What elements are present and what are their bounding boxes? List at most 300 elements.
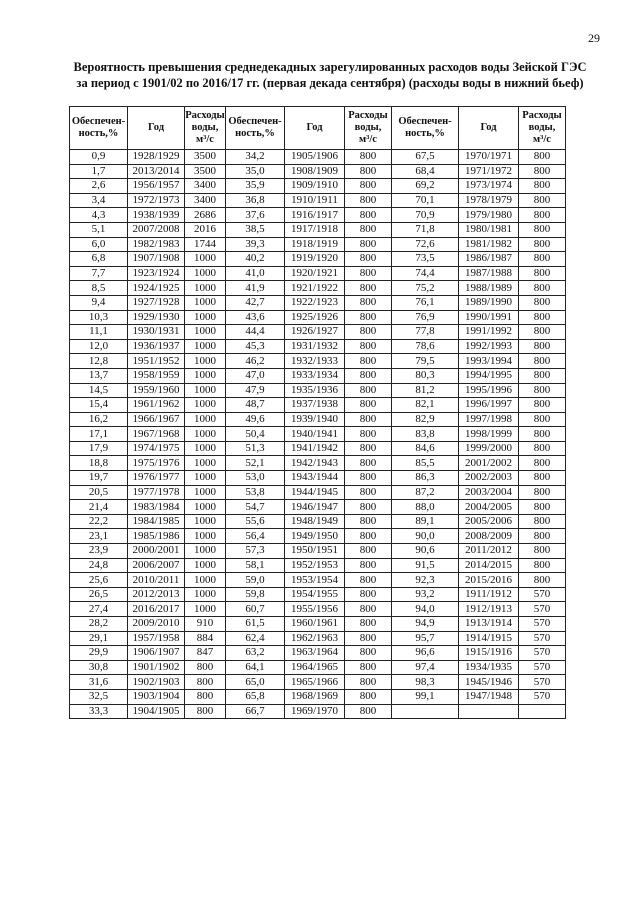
- probability-cell: 57,3: [226, 544, 285, 559]
- table-row: [70, 208, 566, 223]
- discharge-cell: 570: [519, 587, 566, 602]
- probability-cell: 85,5: [392, 456, 459, 471]
- year-cell: 1993/1994: [459, 354, 519, 369]
- probability-cell: 15,4: [70, 398, 128, 413]
- probability-cell: 63,2: [226, 646, 285, 661]
- year-cell: 2005/2006: [459, 514, 519, 529]
- year-cell: 1933/1934: [285, 368, 345, 383]
- discharge-cell: 1000: [185, 485, 226, 500]
- discharge-cell: 1000: [185, 325, 226, 340]
- year-cell: 1983/1984: [128, 500, 185, 515]
- probability-cell: 49,6: [226, 412, 285, 427]
- table-row: [70, 646, 566, 661]
- probability-cell: 90,0: [392, 529, 459, 544]
- discharge-cell: 800: [345, 310, 392, 325]
- probability-cell: 0,9: [70, 150, 128, 165]
- discharge-cell: 800: [345, 660, 392, 675]
- year-cell: 1950/1951: [285, 544, 345, 559]
- discharge-probability-table: [69, 106, 566, 719]
- probability-cell: 34,2: [226, 150, 285, 165]
- table-row: [70, 471, 566, 486]
- probability-cell: 39,3: [226, 237, 285, 252]
- discharge-cell: 800: [519, 354, 566, 369]
- probability-cell: 35,0: [226, 164, 285, 179]
- table-row: [70, 631, 566, 646]
- year-cell: 1927/1928: [128, 295, 185, 310]
- year-cell: 1954/1955: [285, 587, 345, 602]
- table-body: [70, 150, 566, 719]
- discharge-cell: 800: [345, 295, 392, 310]
- probability-cell: 59,0: [226, 573, 285, 588]
- probability-cell: 51,3: [226, 441, 285, 456]
- year-cell: 1946/1947: [285, 500, 345, 515]
- discharge-cell: 800: [519, 456, 566, 471]
- probability-cell: 9,4: [70, 295, 128, 310]
- discharge-cell: 800: [345, 252, 392, 267]
- year-cell: 2010/2011: [128, 573, 185, 588]
- probability-cell: 12,8: [70, 354, 128, 369]
- discharge-cell: 884: [185, 631, 226, 646]
- year-cell: 1908/1909: [285, 164, 345, 179]
- discharge-cell: 800: [345, 646, 392, 661]
- probability-cell: 41,9: [226, 281, 285, 296]
- discharge-cell: 800: [345, 412, 392, 427]
- year-cell: 1996/1997: [459, 398, 519, 413]
- probability-cell: 44,4: [226, 325, 285, 340]
- table-row: [70, 398, 566, 413]
- probability-cell: 29,1: [70, 631, 128, 646]
- table-row: [70, 252, 566, 267]
- probability-cell: 10,3: [70, 310, 128, 325]
- probability-cell: 89,1: [392, 514, 459, 529]
- discharge-cell: 800: [185, 689, 226, 704]
- year-cell: 1989/1990: [459, 295, 519, 310]
- probability-cell: 92,3: [392, 573, 459, 588]
- year-cell: 1937/1938: [285, 398, 345, 413]
- discharge-cell: 910: [185, 617, 226, 632]
- discharge-cell: 570: [519, 660, 566, 675]
- table-row: [70, 602, 566, 617]
- discharge-cell: 1000: [185, 412, 226, 427]
- discharge-cell: 1000: [185, 427, 226, 442]
- discharge-cell: 800: [345, 544, 392, 559]
- year-cell: 1941/1942: [285, 441, 345, 456]
- year-cell: 1988/1989: [459, 281, 519, 296]
- discharge-cell: 800: [519, 266, 566, 281]
- discharge-cell: 1000: [185, 310, 226, 325]
- table-row: [70, 660, 566, 675]
- discharge-cell: 1744: [185, 237, 226, 252]
- discharge-cell: 800: [345, 631, 392, 646]
- probability-cell: 71,8: [392, 222, 459, 237]
- discharge-cell: 2016: [185, 222, 226, 237]
- discharge-cell: 800: [345, 193, 392, 208]
- discharge-cell: 800: [185, 675, 226, 690]
- year-cell: 1926/1927: [285, 325, 345, 340]
- year-cell: 1971/1972: [459, 164, 519, 179]
- table-row: [70, 514, 566, 529]
- discharge-cell: 1000: [185, 587, 226, 602]
- discharge-cell: 800: [345, 573, 392, 588]
- year-cell: 1938/1939: [128, 208, 185, 223]
- discharge-cell: 800: [345, 456, 392, 471]
- year-cell: 1953/1954: [285, 573, 345, 588]
- year-cell: 2001/2002: [459, 456, 519, 471]
- probability-cell: 19,7: [70, 471, 128, 486]
- table-row: [70, 266, 566, 281]
- year-cell: 1930/1931: [128, 325, 185, 340]
- discharge-cell: 1000: [185, 500, 226, 515]
- year-cell: 1902/1903: [128, 675, 185, 690]
- probability-cell: 94,9: [392, 617, 459, 632]
- discharge-cell: 800: [185, 704, 226, 719]
- year-cell: 1932/1933: [285, 354, 345, 369]
- year-cell: 2008/2009: [459, 529, 519, 544]
- table-row: [70, 529, 566, 544]
- year-cell: 1957/1958: [128, 631, 185, 646]
- year-cell: 1967/1968: [128, 427, 185, 442]
- probability-cell: 58,1: [226, 558, 285, 573]
- probability-cell: 87,2: [392, 485, 459, 500]
- probability-cell: 82,1: [392, 398, 459, 413]
- year-cell: 1997/1998: [459, 412, 519, 427]
- discharge-cell: 800: [345, 398, 392, 413]
- year-cell: 2014/2015: [459, 558, 519, 573]
- probability-cell: 43,6: [226, 310, 285, 325]
- year-cell: 1929/1930: [128, 310, 185, 325]
- probability-cell: 31,6: [70, 675, 128, 690]
- probability-cell: 95,7: [392, 631, 459, 646]
- probability-cell: 80,3: [392, 368, 459, 383]
- year-cell: 1913/1914: [459, 617, 519, 632]
- discharge-cell: 3400: [185, 179, 226, 194]
- year-cell: 2006/2007: [128, 558, 185, 573]
- year-cell: 1914/1915: [459, 631, 519, 646]
- year-cell: 1984/1985: [128, 514, 185, 529]
- year-cell: 1963/1964: [285, 646, 345, 661]
- year-cell: 1942/1943: [285, 456, 345, 471]
- discharge-cell: 800: [519, 398, 566, 413]
- discharge-cell: 1000: [185, 266, 226, 281]
- probability-cell: 96,6: [392, 646, 459, 661]
- header-discharge: Расходы воды, м³/с: [519, 107, 566, 150]
- probability-cell: 45,3: [226, 339, 285, 354]
- year-cell: 1906/1907: [128, 646, 185, 661]
- discharge-cell: 800: [185, 660, 226, 675]
- probability-cell: 94,0: [392, 602, 459, 617]
- header-probability: Обеспечен- ность,%: [226, 107, 285, 150]
- header-probability: Обеспечен- ность,%: [392, 107, 459, 150]
- discharge-cell: 570: [519, 689, 566, 704]
- table-row: [70, 558, 566, 573]
- year-cell: [459, 704, 519, 719]
- year-cell: 1921/1922: [285, 281, 345, 296]
- header-year: Год: [128, 107, 185, 150]
- discharge-cell: 800: [519, 500, 566, 515]
- probability-cell: 97,4: [392, 660, 459, 675]
- probability-cell: 22,2: [70, 514, 128, 529]
- probability-cell: 55,6: [226, 514, 285, 529]
- year-cell: 1912/1913: [459, 602, 519, 617]
- year-cell: 1951/1952: [128, 354, 185, 369]
- discharge-cell: 800: [519, 368, 566, 383]
- year-cell: 1924/1925: [128, 281, 185, 296]
- year-cell: 1969/1970: [285, 704, 345, 719]
- probability-cell: 4,3: [70, 208, 128, 223]
- discharge-cell: 800: [345, 471, 392, 486]
- discharge-cell: 1000: [185, 441, 226, 456]
- table-row: [70, 193, 566, 208]
- discharge-cell: 800: [345, 150, 392, 165]
- discharge-cell: 800: [519, 179, 566, 194]
- table-row: [70, 281, 566, 296]
- discharge-cell: 570: [519, 631, 566, 646]
- discharge-cell: 2686: [185, 208, 226, 223]
- year-cell: 2015/2016: [459, 573, 519, 588]
- discharge-cell: 800: [345, 514, 392, 529]
- discharge-cell: 800: [345, 675, 392, 690]
- probability-cell: 62,4: [226, 631, 285, 646]
- year-cell: 1911/1912: [459, 587, 519, 602]
- discharge-cell: [519, 704, 566, 719]
- year-cell: 1990/1991: [459, 310, 519, 325]
- year-cell: 1919/1920: [285, 252, 345, 267]
- probability-cell: 47,9: [226, 383, 285, 398]
- discharge-cell: 800: [519, 339, 566, 354]
- probability-cell: 38,5: [226, 222, 285, 237]
- discharge-cell: 1000: [185, 354, 226, 369]
- discharge-cell: 800: [345, 222, 392, 237]
- probability-cell: 29,9: [70, 646, 128, 661]
- year-cell: 1976/1977: [128, 471, 185, 486]
- table-row: [70, 573, 566, 588]
- probability-cell: 53,8: [226, 485, 285, 500]
- probability-cell: 56,4: [226, 529, 285, 544]
- discharge-cell: 800: [519, 471, 566, 486]
- table-row: [70, 179, 566, 194]
- table-row: [70, 617, 566, 632]
- probability-cell: 17,9: [70, 441, 128, 456]
- year-cell: 1931/1932: [285, 339, 345, 354]
- year-cell: 1986/1987: [459, 252, 519, 267]
- table-row: [70, 383, 566, 398]
- discharge-cell: 1000: [185, 398, 226, 413]
- year-cell: 2009/2010: [128, 617, 185, 632]
- probability-cell: 70,1: [392, 193, 459, 208]
- discharge-cell: 1000: [185, 339, 226, 354]
- probability-cell: 7,7: [70, 266, 128, 281]
- discharge-cell: 570: [519, 646, 566, 661]
- year-cell: 1955/1956: [285, 602, 345, 617]
- year-cell: 1973/1974: [459, 179, 519, 194]
- discharge-cell: 847: [185, 646, 226, 661]
- discharge-cell: 800: [519, 514, 566, 529]
- header-discharge: Расходы воды, м³/с: [185, 107, 226, 150]
- probability-cell: 13,7: [70, 368, 128, 383]
- probability-cell: 42,7: [226, 295, 285, 310]
- year-cell: 1910/1911: [285, 193, 345, 208]
- probability-cell: 83,8: [392, 427, 459, 442]
- probability-cell: 17,1: [70, 427, 128, 442]
- title-line-2: за период с 1901/02 по 2016/17 гг. (первая декада сентября) (расходы воды в нижний бьеф): [76, 76, 584, 90]
- discharge-cell: 800: [345, 441, 392, 456]
- year-cell: 2011/2012: [459, 544, 519, 559]
- discharge-cell: 800: [345, 237, 392, 252]
- year-cell: 1970/1971: [459, 150, 519, 165]
- discharge-cell: 800: [519, 295, 566, 310]
- discharge-cell: 800: [519, 150, 566, 165]
- probability-cell: 82,9: [392, 412, 459, 427]
- table-header-row: [70, 107, 566, 150]
- table-row: [70, 500, 566, 515]
- year-cell: 1948/1949: [285, 514, 345, 529]
- year-cell: 1934/1935: [459, 660, 519, 675]
- discharge-cell: 800: [345, 281, 392, 296]
- probability-cell: 52,1: [226, 456, 285, 471]
- probability-cell: 59,8: [226, 587, 285, 602]
- year-cell: 1925/1926: [285, 310, 345, 325]
- probability-cell: 2,6: [70, 179, 128, 194]
- probability-cell: 84,6: [392, 441, 459, 456]
- table-row: [70, 310, 566, 325]
- probability-cell: 26,5: [70, 587, 128, 602]
- discharge-cell: 800: [519, 485, 566, 500]
- probability-cell: 68,4: [392, 164, 459, 179]
- discharge-cell: 1000: [185, 368, 226, 383]
- discharge-cell: 800: [345, 325, 392, 340]
- discharge-cell: 800: [519, 208, 566, 223]
- discharge-cell: 1000: [185, 471, 226, 486]
- year-cell: 1918/1919: [285, 237, 345, 252]
- probability-cell: 3,4: [70, 193, 128, 208]
- discharge-cell: 800: [345, 602, 392, 617]
- table-row: [70, 704, 566, 719]
- probability-cell: 6,0: [70, 237, 128, 252]
- year-cell: 1987/1988: [459, 266, 519, 281]
- year-cell: 2007/2008: [128, 222, 185, 237]
- probability-cell: [392, 704, 459, 719]
- discharge-cell: 800: [519, 281, 566, 296]
- probability-cell: 72,6: [392, 237, 459, 252]
- discharge-cell: 570: [519, 602, 566, 617]
- year-cell: 1901/1902: [128, 660, 185, 675]
- probability-cell: 76,1: [392, 295, 459, 310]
- year-cell: 2002/2003: [459, 471, 519, 486]
- probability-cell: 46,2: [226, 354, 285, 369]
- probability-cell: 14,5: [70, 383, 128, 398]
- table-row: [70, 412, 566, 427]
- probability-cell: 67,5: [392, 150, 459, 165]
- probability-cell: 1,7: [70, 164, 128, 179]
- discharge-cell: 570: [519, 675, 566, 690]
- discharge-cell: 800: [519, 441, 566, 456]
- probability-cell: 36,8: [226, 193, 285, 208]
- probability-cell: 98,3: [392, 675, 459, 690]
- discharge-cell: 800: [345, 427, 392, 442]
- table-row: [70, 325, 566, 340]
- table-row: [70, 237, 566, 252]
- probability-cell: 6,8: [70, 252, 128, 267]
- discharge-cell: 800: [345, 179, 392, 194]
- probability-cell: 20,5: [70, 485, 128, 500]
- title-line-1: Вероятность превышения среднедекадных зарегулированных расходов воды Зейской ГЭС: [73, 60, 587, 74]
- discharge-cell: 800: [345, 617, 392, 632]
- probability-cell: 28,2: [70, 617, 128, 632]
- year-cell: 1978/1979: [459, 193, 519, 208]
- table-row: [70, 150, 566, 165]
- probability-cell: 78,6: [392, 339, 459, 354]
- year-cell: 1952/1953: [285, 558, 345, 573]
- year-cell: 1956/1957: [128, 179, 185, 194]
- probability-cell: 53,0: [226, 471, 285, 486]
- discharge-cell: 1000: [185, 602, 226, 617]
- year-cell: 1959/1960: [128, 383, 185, 398]
- discharge-cell: 1000: [185, 514, 226, 529]
- probability-cell: 37,6: [226, 208, 285, 223]
- year-cell: 1966/1967: [128, 412, 185, 427]
- discharge-cell: 3500: [185, 150, 226, 165]
- discharge-cell: 800: [345, 208, 392, 223]
- year-cell: 1958/1959: [128, 368, 185, 383]
- discharge-cell: 1000: [185, 529, 226, 544]
- table-row: [70, 295, 566, 310]
- discharge-cell: 1000: [185, 281, 226, 296]
- probability-cell: 65,8: [226, 689, 285, 704]
- discharge-cell: 800: [345, 558, 392, 573]
- probability-cell: 75,2: [392, 281, 459, 296]
- year-cell: 1961/1962: [128, 398, 185, 413]
- year-cell: 1992/1993: [459, 339, 519, 354]
- discharge-cell: 800: [519, 544, 566, 559]
- year-cell: 1974/1975: [128, 441, 185, 456]
- discharge-cell: 800: [519, 310, 566, 325]
- year-cell: 1945/1946: [459, 675, 519, 690]
- probability-cell: 18,8: [70, 456, 128, 471]
- table-row: [70, 587, 566, 602]
- discharge-cell: 1000: [185, 295, 226, 310]
- discharge-cell: 1000: [185, 544, 226, 559]
- document-title: [40, 59, 620, 91]
- table-row: [70, 441, 566, 456]
- probability-cell: 41,0: [226, 266, 285, 281]
- probability-cell: 54,7: [226, 500, 285, 515]
- header-year: Год: [459, 107, 519, 150]
- year-cell: 1904/1905: [128, 704, 185, 719]
- probability-cell: 16,2: [70, 412, 128, 427]
- year-cell: 1964/1965: [285, 660, 345, 675]
- year-cell: 1909/1910: [285, 179, 345, 194]
- probability-cell: 61,5: [226, 617, 285, 632]
- table-row: [70, 689, 566, 704]
- probability-cell: 77,8: [392, 325, 459, 340]
- header-year: Год: [285, 107, 345, 150]
- probability-cell: 40,2: [226, 252, 285, 267]
- year-cell: 1940/1941: [285, 427, 345, 442]
- year-cell: 2000/2001: [128, 544, 185, 559]
- year-cell: 1965/1966: [285, 675, 345, 690]
- discharge-cell: 800: [519, 252, 566, 267]
- table-row: [70, 339, 566, 354]
- year-cell: 1943/1944: [285, 471, 345, 486]
- year-cell: 1999/2000: [459, 441, 519, 456]
- year-cell: 1995/1996: [459, 383, 519, 398]
- discharge-cell: 800: [519, 237, 566, 252]
- discharge-cell: 800: [519, 222, 566, 237]
- discharge-cell: 800: [519, 325, 566, 340]
- table-row: [70, 164, 566, 179]
- probability-cell: 11,1: [70, 325, 128, 340]
- year-cell: 1935/1936: [285, 383, 345, 398]
